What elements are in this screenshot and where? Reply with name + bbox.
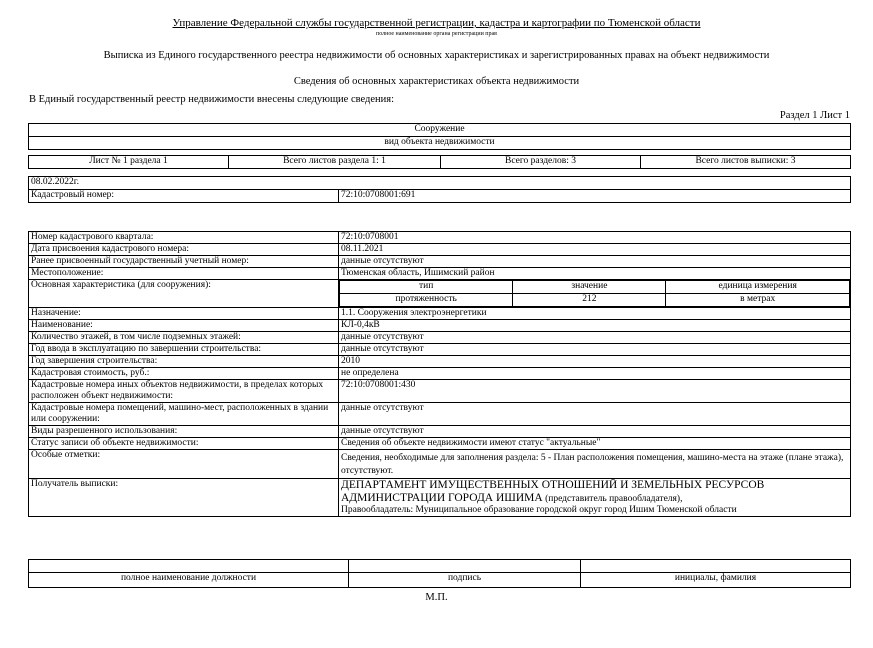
prev-number-label: Ранее присвоенный государственный учетный номер: xyxy=(29,256,339,268)
cadastral-cost-label: Кадастровая стоимость, руб.: xyxy=(29,368,339,380)
intro-text: В Единый государственный реестр недвижимости внесены следующие сведения: xyxy=(29,94,395,105)
status-label: Статус записи об объекте недвижимости: xyxy=(29,438,339,450)
position-caption: полное наименование должности xyxy=(29,573,349,588)
quarter-label: Номер кадастрового квартала: xyxy=(29,232,339,244)
agency-name: Управление Федеральной службы государственной регистрации, кадастра и картографии по Тюменской области xyxy=(172,17,701,29)
object-header-table xyxy=(28,123,851,150)
main-characteristic-cell xyxy=(339,280,851,308)
built-year-value: 2010 xyxy=(339,356,851,368)
cadastral-number-label: Кадастровый номер: xyxy=(29,190,339,203)
commission-year-value: данные отсутствуют xyxy=(339,344,851,356)
assign-date-label: Дата присвоения кадастрового номера: xyxy=(29,244,339,256)
initials-field xyxy=(581,560,851,573)
signature-caption: подпись xyxy=(349,573,581,588)
stamp-place: М.П. xyxy=(425,592,448,603)
char-header-value: значение xyxy=(513,281,666,294)
total-sheets: Всего листов выписки: 3 xyxy=(641,156,851,169)
cadastral-number-value: 72:10:0708001:691 xyxy=(339,190,851,203)
char-value: 212 xyxy=(513,294,666,307)
permitted-use-value: данные отсутствуют xyxy=(339,426,851,438)
main-characteristic-label: Основная характеристика (для сооружения): xyxy=(29,280,339,308)
status-value: Сведения об объекте недвижимости имеют статус "актуальные" xyxy=(339,438,851,450)
cadastral-cost-value: не определена xyxy=(339,368,851,380)
sheets-in-section: Всего листов раздела 1: 1 xyxy=(229,156,441,169)
details-table xyxy=(28,231,851,517)
main-characteristic-table xyxy=(339,280,850,307)
name-value: КЛ-0,4кВ xyxy=(339,320,851,332)
notes-value: Сведения, необходимые для заполнения раздела: 5 - План расположения помещения, машино-места на этаже (плане этажа), отсутствуют. xyxy=(339,450,851,479)
object-type: Сооружение xyxy=(29,124,851,137)
purpose-value: 1.1. Сооружения электроэнергетики xyxy=(339,308,851,320)
initials-caption: инициалы, фамилия xyxy=(581,573,851,588)
other-objects-label: Кадастровые номера иных объектов недвижимости, в пределах которых расположен объект недвижимости: xyxy=(29,380,339,403)
recipient-name: ДЕПАРТАМЕНТ ИМУЩЕСТВЕННЫХ ОТНОШЕНИЙ И ЗЕМЕЛЬНЫХ РЕСУРСОВ АДМИНИСТРАЦИИ ГОРОДА ИШИМА xyxy=(341,479,765,504)
char-unit: в метрах xyxy=(666,294,850,307)
recipient-label: Получатель выписки: xyxy=(29,479,339,517)
recipient-value xyxy=(339,479,851,517)
sheet-info-table xyxy=(28,155,851,169)
signature-field xyxy=(349,560,581,573)
assign-date-value: 08.11.2021 xyxy=(339,244,851,256)
document-subtitle: Сведения об основных характеристиках объекта недвижимости xyxy=(293,76,580,87)
location-value: Тюменская область, Ишимский район xyxy=(339,268,851,280)
location-label: Местоположение: xyxy=(29,268,339,280)
section-reference: Раздел 1 Лист 1 xyxy=(779,110,850,121)
other-objects-value: 72:10:0708001:430 xyxy=(339,380,851,403)
char-type: протяженность xyxy=(340,294,513,307)
extract-date: 08.02.2022г. xyxy=(29,177,851,190)
date-cadastral-table xyxy=(28,176,851,203)
agency-caption: полное наименование органа регистрации прав xyxy=(375,31,498,37)
commission-year-label: Год ввода в эксплуатацию по завершении строительства: xyxy=(29,344,339,356)
total-sections: Всего разделов: 3 xyxy=(441,156,641,169)
premises-value: данные отсутствуют xyxy=(339,403,851,426)
prev-number-value: данные отсутствуют xyxy=(339,256,851,268)
permitted-use-label: Виды разрешенного использования: xyxy=(29,426,339,438)
signature-table xyxy=(28,559,851,588)
recipient-owner: Правообладатель: Муниципальное образование городской округ город Ишим Тюменской области xyxy=(341,505,737,515)
premises-label: Кадастровые номера помещений, машино-мест, расположенных в здании или сооружении: xyxy=(29,403,339,426)
floors-label: Количество этажей, в том числе подземных этажей: xyxy=(29,332,339,344)
char-header-type: тип xyxy=(340,281,513,294)
char-header-unit: единица измерения xyxy=(666,281,850,294)
floors-value: данные отсутствуют xyxy=(339,332,851,344)
built-year-label: Год завершения строительства: xyxy=(29,356,339,368)
sheet-number: Лист № 1 раздела 1 xyxy=(29,156,229,169)
document-title: Выписка из Единого государственного реестра недвижимости об основных характеристиках и зарегистрированных правах на объект недвижимости xyxy=(103,50,770,61)
position-field xyxy=(29,560,349,573)
object-type-caption: вид объекта недвижимости xyxy=(29,137,851,150)
purpose-label: Назначение: xyxy=(29,308,339,320)
quarter-value: 72:10:0708001 xyxy=(339,232,851,244)
recipient-role: (представитель правообладателя), xyxy=(542,494,683,504)
notes-label: Особые отметки: xyxy=(29,450,339,479)
name-label: Наименование: xyxy=(29,320,339,332)
